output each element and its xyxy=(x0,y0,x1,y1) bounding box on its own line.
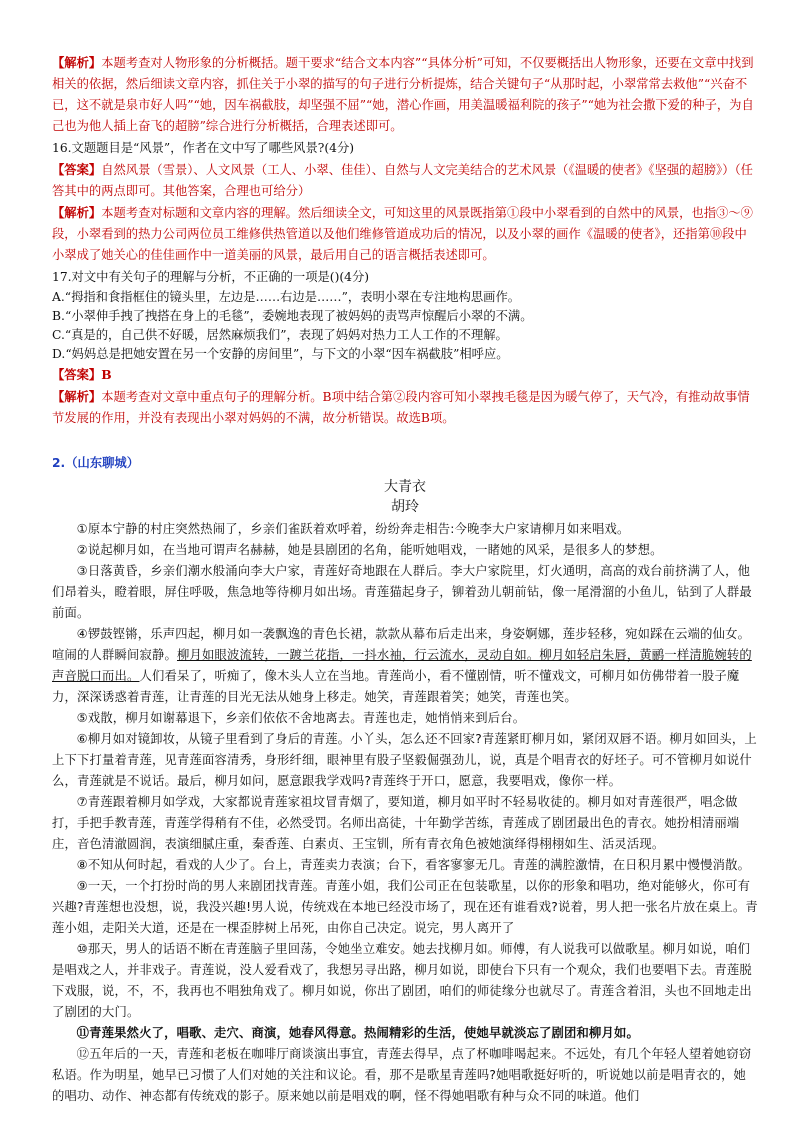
analysis-text: 本题考查对标题和文章内容的理解。然后细读全文，可知这里的风景既指第①段中小翠看到的自然中的风景，也指③～⑨段，小翠看到的热力公司两位员工维修供热管道以及他们维修管道成功后的情况，以及小翠的画作《温暖的使者》，还指第⑩段中小翠成了她关心的佳佳画作中一道美丽的风景，最后用自己的语言概括表述即可。 xyxy=(52,206,753,262)
paragraph-4 xyxy=(52,624,758,708)
paragraph-11: ⑪青莲果然火了，唱歌、走穴、商演，她春风得意。热闹精彩的生活，使她早就淡忘了剧团和柳月如。 xyxy=(76,1026,639,1040)
q17-option-a: A.“拇指和食指框住的镜头里，左边是……右边是……”，表明小翠在专注地构思画作。 xyxy=(52,290,521,304)
paragraph-9: ⑨一天，一个打扮时尚的男人来剧团找青莲。青莲小姐，我们公司正在包装歌星，以你的形象和唱功，绝对能够火，你可有兴趣?青莲想也没想，说，我没兴趣!男人说，传统戏在本地已经没市场了，现在还有谁看戏?说着，男人把一张名片放在桌上。青莲小姐，走阳关大道，还是在一棵歪脖树上吊死，由你自己决定。说完，男人离开了 xyxy=(52,879,758,935)
paragraph-10: ⑩那天，男人的话语不断在青莲脑子里回荡，令她坐立难安。她去找柳月如。师傅，有人说我可以做歌星。柳月如说，咱们是唱戏之人，并非戏子。青莲说，没人爱看戏了，我想另寻出路，柳月如说，即使台下只有一个观众，我们也要唱下去。青莲脱下戏服，说，不，不，我再也不唱独角戏了。柳月如说，你出了剧团，咱们的师徒缘分也就尽了。青莲含着泪，头也不回地走出了剧团的大门。 xyxy=(52,942,752,1019)
paragraph-5: ⑤戏散，柳月如谢幕退下，乡亲们依依不舍地离去。青莲也走，她悄悄来到后台。 xyxy=(76,711,526,725)
q17-option-c: C.“真是的，自己供不好暖，居然麻烦我们”，表现了妈妈对热力工人工作的不理解。 xyxy=(52,328,508,342)
answer-tag: 【答案】 xyxy=(52,367,102,382)
analysis-tag: 【解析】 xyxy=(52,55,102,70)
analysis-tag: 【解析】 xyxy=(52,389,102,404)
q17-question: 17.对文中有关句子的理解与分析，不正确的一项是()(4分) xyxy=(52,270,370,284)
paragraph-3: ③日落黄昏，乡亲们潮水般涌向李大户家，青莲好奇地跟在人群后。李大户家院里，灯火通明，高高的戏台前挤满了人，他们昂着头，瞪着眼，屏住呼吸，焦急地等待柳月如出场。青莲猫起身子，铆着劲儿朝前钻，像一尾滑溜的小鱼儿，钻到了人群最前面。 xyxy=(52,564,752,620)
underlined-sentence: 柳月如眼波流转，一踱兰花指，一抖水袖，行云流水，灵动自如。柳月如轻启朱唇，黄鹂一样清脆婉转的声音脱口而出。 xyxy=(52,648,752,683)
q16-answer xyxy=(52,159,758,202)
paragraph-4-start: ④锣鼓铿锵，乐声四起，柳月如一袭飘逸的青色长裙，款款从幕布后走出来，身姿婀娜，莲步轻移，宛如踩在云端的仙女。喧闹的人群瞬间寂静。 xyxy=(52,627,751,662)
answer-text: 自然风景（雪景）、人文风景（工人、小翠、佳佳）、自然与人文完美结合的艺术风景（《温暖的使者》《坚强的超膀》）（任答其中的两点即可。其他答案，合理也可给分） xyxy=(52,163,753,198)
paragraph-1: ①原本宁静的村庄突然热闹了，乡亲们雀跃着欢呼着，纷纷奔走相告:今晚李大户家请柳月如来唱戏。 xyxy=(76,522,630,536)
q17-analysis xyxy=(52,386,758,429)
page xyxy=(52,52,758,1107)
section-heading: 2.（山东聊城） xyxy=(52,456,140,470)
q16-analysis xyxy=(52,202,758,266)
analysis-tag: 【解析】 xyxy=(52,205,102,220)
story-body xyxy=(52,519,758,1107)
story-author: 胡玲 xyxy=(391,499,419,515)
story-title: 大青衣 xyxy=(384,479,426,495)
q15-analysis xyxy=(52,52,758,137)
answer-tag: 【答案】 xyxy=(52,162,102,177)
q17-option-d: D.“妈妈总是把她安置在另一个安静的房间里”，与下文的小翠“因车祸截肢”相呼应。 xyxy=(52,347,509,361)
analysis-text: 本题考查对文章中重点句子的理解分析。B项中结合第②段内容可知小翠拽毛毯是因为暖气停了，天气冷，有推动故事情节发展的作用，并没有表现出小翠对妈妈的不满，故分析错误。故选B项。 xyxy=(52,390,750,425)
paragraph-4-end: 人们看呆了，听痴了，像木头人立在当地。青莲尚小，看不懂剧情，听不懂戏文，可柳月如仿佛带着一股子魔力，深深诱惑着青莲，让青莲的目光无法从她身上移走。她笑，青莲跟着笑；她笑，青莲也笑。 xyxy=(52,669,740,704)
q17-answer xyxy=(52,364,758,386)
paragraph-2: ②说起柳月如，在当地可谓声名赫赫，她是县剧团的名角，能听她唱戏，一睹她的风采，是很多人的梦想。 xyxy=(76,543,663,557)
analysis-text: 本题考查对人物形象的分析概括。题干要求“结合文本内容”“具体分析”可知，不仅要概括出人物形象，还要在文章中找到相关的依据，然后细读文章内容，抓住关于小翠的描写的句子进行分析提炼，结合关键句子“从那时起，小翠常常去救他”“兴奋不已，这不就是泉市好人吗”“她，因车祸截肢，却坚强不屈”“她，潜心作画，用美温暖福利院的孩子”“她为社会撒下爱的种子，为自己也为他人插上奋飞的超膀”综合进行分析概括，合理表述即可。 xyxy=(52,56,754,133)
paragraph-6: ⑥柳月如对镜卸妆，从镜子里看到了身后的青莲。小丫头，怎么还不回家?青莲紧盯柳月如，紧闭双唇不语。柳月如回头，上上下下打量着青莲，见青莲面容清秀，身形纤细，眼神里有股子坚毅倔强劲儿，说，真是个唱青衣的好坯子。可不管柳月如说什么，青莲就是不说话。最后，柳月如问，愿意跟我学戏吗?青莲终于开口，愿意，我要唱戏，像你一样。 xyxy=(52,732,757,788)
q16-question: 16.文题题目是“风景”，作者在文中写了哪些风景?(4分) xyxy=(52,141,355,155)
paragraph-8: ⑧不知从何时起，看戏的人少了。台上，青莲卖力表演；台下，看客寥寥无几。青莲的满腔激情，在日积月累中慢慢消散。 xyxy=(76,858,751,872)
paragraph-7: ⑦青莲跟着柳月如学戏，大家都说青莲家祖坟冒青烟了，要知道，柳月如平时不轻易收徒的。柳月如对青莲很严，唱念做打，手把手教青莲，青莲学得稍有不佳，必然受罚。名师出高徒，十年勤学苦练，青莲成了剧团最出色的青衣。她扮相清丽端庄，音色清澈圆润，表演细腻庄重，秦香莲、白素贞、王宝钏，所有青衣角色被她演绎得栩栩如生、活灵活现。 xyxy=(52,795,740,851)
q17-option-b: B.“小翠伸手拽了拽搭在身上的毛毯”，委婉地表现了被妈妈的责骂声惊醒后小翠的不满。 xyxy=(52,309,533,323)
paragraph-12: ⑫五年后的一天，青莲和老板在咖啡厅商谈演出事宜，青莲去得早，点了杯咖啡喝起来。不远处，有几个年轻人望着她窃窃私语。作为明星，她早已习惯了人们对她的关注和议论。看，那不是歌星青莲吗?她唱歌挺好听的，听说她以前是唱青衣的，她的唱功、动作、神态都有传统戏的影子。原来她以前是唱戏的啊，怪不得她唱歌有种与众不同的味道。他们 xyxy=(52,1047,752,1103)
answer-text: B xyxy=(101,367,112,382)
